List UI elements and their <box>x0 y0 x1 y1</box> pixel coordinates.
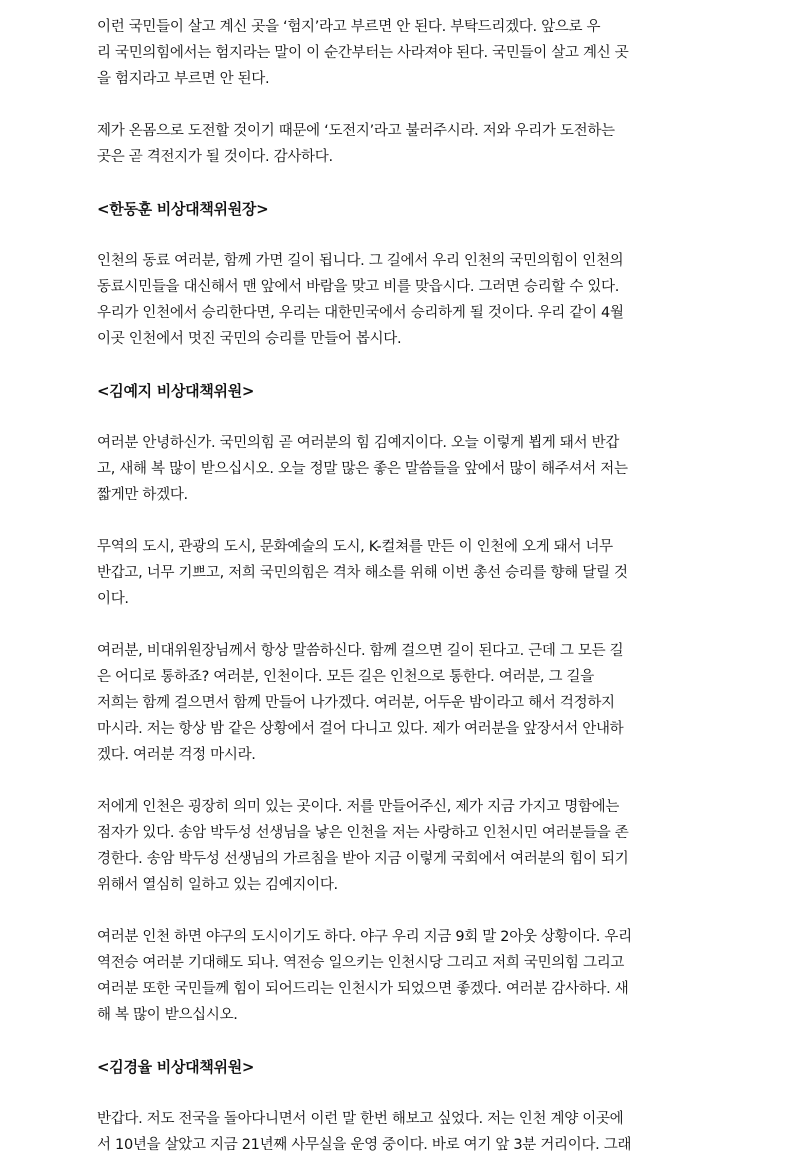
text-line: 마시라. 저는 항상 밤 같은 상황에서 걸어 다니고 있다. 제가 여러분을 앞장서서 안내하 <box>97 721 624 737</box>
text-line: 여러분 또한 국민들께 힘이 되어드리는 인천시가 되었으면 좋겠다. 여러분 감사하다. 새 <box>97 981 629 997</box>
paragraph-spacer <box>97 404 697 430</box>
text-line: 여러분 인천 하면 야구의 도시이기도 하다. 야구 우리 지금 9회 말 2아웃 상황이다. 우리 <box>97 929 632 945</box>
text-line: 리 국민의힘에서는 험지라는 말이 이 순간부터는 사라져야 된다. 국민들이 살고 계신 곳 <box>97 45 629 61</box>
text-line: 곳은 곧 격전지가 될 것이다. 감사하다. <box>97 149 333 165</box>
paragraph <box>97 638 697 768</box>
document-page <box>97 14 697 1158</box>
text-line: 우리가 인천에서 승리한다면, 우리는 대한민국에서 승리하게 될 것이다. 우리 같이 4월 <box>97 305 624 321</box>
text-line: 해 복 많이 받으십시오. <box>97 1007 238 1023</box>
speaker-heading: <김예지 비상대책위원> <box>97 382 255 400</box>
text-line: 저희는 함께 걸으면서 함께 만들어 나가겠다. 여러분, 어두운 밤이라고 해서 걱정하지 <box>97 695 615 711</box>
text-line: 역전승 여러분 기대해도 되나. 역전승 일으키는 인천시당 그리고 저희 국민의힘 그리고 <box>97 955 625 971</box>
paragraph <box>97 248 697 352</box>
paragraph <box>97 794 697 898</box>
text-line: 반갑고, 너무 기쁘고, 저희 국민의힘은 격차 해소를 위해 이번 총선 승리를 향해 달릴 것 <box>97 565 628 581</box>
paragraph-spacer <box>97 898 697 924</box>
paragraph <box>97 1106 697 1158</box>
speaker-heading: <한동훈 비상대책위원장> <box>97 200 269 218</box>
text-line: 무역의 도시, 관광의 도시, 문화예술의 도시, K-컬쳐를 만든 이 인천에 오게 돼서 너무 <box>97 539 613 555</box>
paragraph-spacer <box>97 352 697 378</box>
paragraph-spacer <box>97 1028 697 1054</box>
text-line: 위해서 열심히 일하고 있는 김예지이다. <box>97 877 338 893</box>
text-line: 겠다. 여러분 걱정 마시라. <box>97 747 256 763</box>
paragraph-spacer <box>97 92 697 118</box>
paragraph <box>97 118 697 170</box>
text-line: 을 험지라고 부르면 안 된다. <box>97 71 270 87</box>
text-line: 여러분, 비대위원장님께서 항상 말씀하신다. 함께 걸으면 길이 된다고. 근데 그 모든 길 <box>97 643 624 659</box>
text-line: 서 10년을 살았고 지금 21년째 사무실을 운영 중이다. 바로 여기 앞 3분 거리이다. 그래 <box>97 1137 632 1153</box>
text-line: 짧게만 하겠다. <box>97 487 188 503</box>
paragraph <box>97 924 697 1028</box>
speaker-heading: <김경율 비상대책위원> <box>97 1058 255 1076</box>
text-line: 동료시민들을 대신해서 맨 앞에서 바람을 맞고 비를 맞읍시다. 그러면 승리할 수 있다. <box>97 279 620 295</box>
paragraph-spacer <box>97 508 697 534</box>
paragraph <box>97 534 697 612</box>
paragraph-spacer <box>97 1080 697 1106</box>
text-line: 고, 새해 복 많이 받으십시오. 오늘 정말 많은 좋은 말씀들을 앞에서 많이 해주셔서 저는 <box>97 461 628 477</box>
text-line: 반갑다. 저도 전국을 돌아다니면서 이런 말 한번 해보고 싶었다. 저는 인천 계양 이곳에 <box>97 1111 624 1127</box>
paragraph-spacer <box>97 222 697 248</box>
text-line: 점자가 있다. 송암 박두성 선생님을 낳은 인천을 저는 사랑하고 인천시민 여러분들을 존 <box>97 825 629 841</box>
text-line: 경한다. 송암 박두성 선생님의 가르침을 받아 지금 이렇게 국회에서 여러분의 힘이 되기 <box>97 851 629 867</box>
text-line: 이다. <box>97 591 129 607</box>
text-line: 제가 온몸으로 도전할 것이기 때문에 ‘도전지’라고 불러주시라. 저와 우리가 도전하는 <box>97 123 615 139</box>
paragraph-spacer <box>97 170 697 196</box>
paragraph <box>97 14 697 92</box>
text-line: 저에게 인천은 굉장히 의미 있는 곳이다. 저를 만들어주신, 제가 지금 가지고 명함에는 <box>97 799 620 815</box>
paragraph-spacer <box>97 768 697 794</box>
text-line: 은 어디로 통하죠? 여러분, 인천이다. 모든 길은 인천으로 통한다. 여러분, 그 길을 <box>97 669 594 685</box>
text-line: 이런 국민들이 살고 계신 곳을 ‘험지’라고 부르면 안 된다. 부탁드리겠다. 앞으로 우 <box>97 19 601 35</box>
text-line: 이곳 인천에서 멋진 국민의 승리를 만들어 봅시다. <box>97 331 402 347</box>
text-line: 인천의 동료 여러분, 함께 가면 길이 됩니다. 그 길에서 우리 인천의 국민의힘이 인천의 <box>97 253 624 269</box>
text-line: 여러분 안녕하신가. 국민의힘 곧 여러분의 힘 김예지이다. 오늘 이렇게 뵙게 돼서 반갑 <box>97 435 620 451</box>
paragraph <box>97 430 697 508</box>
paragraph-spacer <box>97 612 697 638</box>
